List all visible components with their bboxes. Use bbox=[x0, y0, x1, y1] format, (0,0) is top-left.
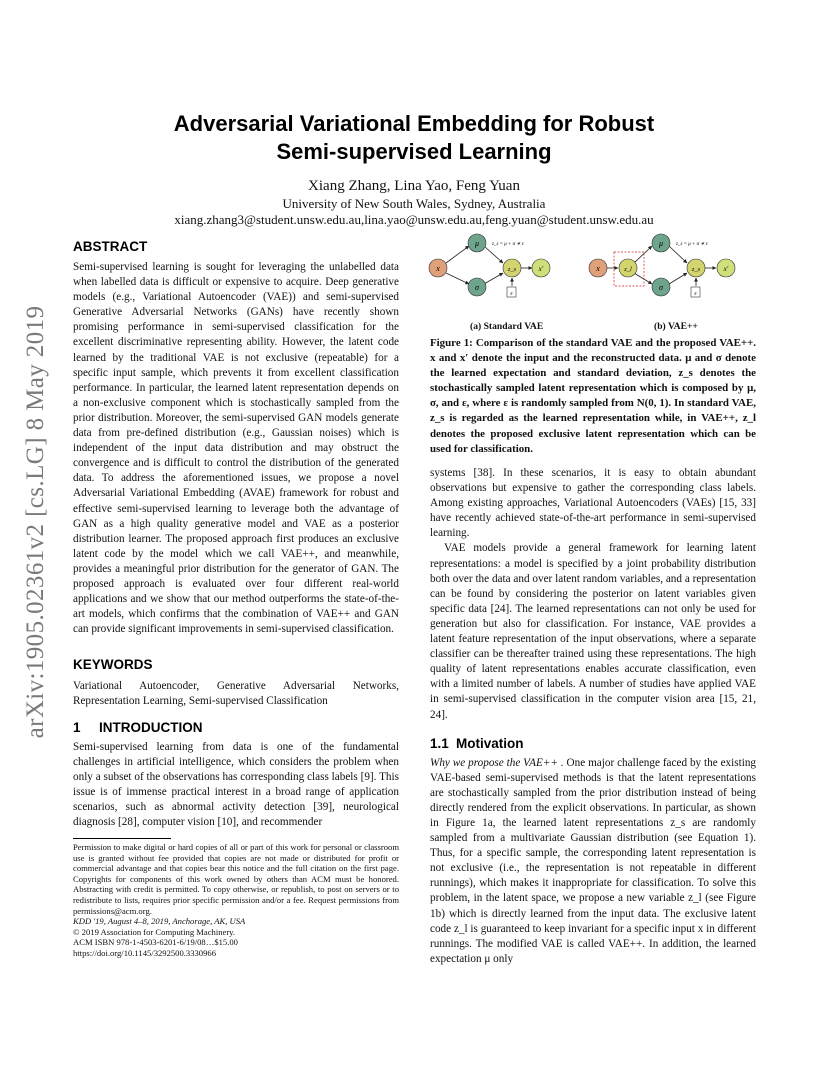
diagram-standard-vae bbox=[429, 234, 550, 297]
figure-1-caption: Figure 1: Comparison of the standard VAE and the proposed VAE++. x and x′ denote the input and the reconstructed data. μ and σ denote the learned expectation and standard deviation, z_s denotes the stochastically sampled latent representation which is composed by μ, σ, and ε, where ε is randomly sampled from N(0, 1). In standard VAE, z_s is regarded as the learned representation while, in VAE++, z_l denotes the proposed exclusive latent representation which can be used for classification. bbox=[430, 337, 756, 455]
label-x-a: x bbox=[436, 264, 440, 273]
label-eps-a: ε bbox=[510, 291, 513, 297]
intro-heading bbox=[73, 720, 399, 735]
intro-title: INTRODUCTION bbox=[99, 720, 203, 735]
label-zl-b: z_l bbox=[624, 266, 632, 273]
label-sigma-a: σ bbox=[475, 283, 479, 292]
label-x-b: x bbox=[596, 264, 600, 273]
abstract-text: Semi-supervised learning is sought for leveraging the unlabelled data when labelled data is difficult or expensive to acquire. Deep generative models (e.g., Variational Autoencoder (VAE)) and semi-supervised Generative Adversarial Networks (GANs) have recently shown promising performance in semi-supervised classification for the excellent discriminative representing ability. However, the latent code learned by the traditional VAE is not exclusive (repeatable) for a specific input sample, which prevents it from excellent classification performance. In particular, the learned latent representation depends on a non-exclusive component which is stochastically sampled from the prior distribution. Moreover, the semi-supervised GAN models generate data from pre-defined distribution (e.g., Gaussian noises) which is independent of the input data distribution and may obstruct the convergence and is difficult to control the distribution of the generated data. To address the aforementioned issues, we propose a novel Adversarial Variational Embedding (AVAE) framework for robust and effective semi-supervised learning to leverage both the advantage of GAN as a high quality generative model and VAE as a posterior distribution learner. The proposed approach first produces an exclusive latent code by the model which we call VAE++, and meanwhile, provides a meaningful prior distribution for the generator of GAN. The proposed approach is evaluated over four different real-world applications and we show that our method outperforms the state-of-the-art models, which confirms that the combination of VAE++ and GAN can provide significant improvements in semi-supervised classification. bbox=[73, 261, 399, 636]
diagram-vae-plus-plus bbox=[589, 234, 735, 297]
intro-continued-paragraph: systems [38]. In these scenarios, it is easy to obtain abundant observations but expensive to gather the corresponding class labels. Among existing approaches, Variational Autoencoders (VAEs) [15, 33] have recently achieved state-of-the-art performance in semi-supervised learning. bbox=[430, 467, 756, 540]
label-mu-b: μ bbox=[658, 239, 664, 248]
introduction-section bbox=[73, 720, 399, 831]
copyright-line: © 2019 Association for Computing Machinery. bbox=[73, 926, 236, 937]
keywords-heading: KEYWORDS bbox=[73, 657, 153, 672]
equation-a: z_s = μ + σ ∗ ε bbox=[492, 242, 524, 247]
intro-number: 1 bbox=[73, 720, 81, 735]
label-xprime-a: x′ bbox=[538, 265, 544, 273]
equation-b: z_s = μ + σ ∗ ε bbox=[676, 242, 708, 247]
affiliation: University of New South Wales, Sydney, Australia bbox=[282, 196, 546, 211]
label-sigma-b: σ bbox=[659, 283, 663, 292]
footnote-rule bbox=[73, 838, 171, 839]
label-eps-b: ε bbox=[694, 291, 697, 297]
isbn-line: ACM ISBN 978-1-4503-6201-6/19/08…$15.00 bbox=[73, 937, 238, 948]
intro-text: Semi-supervised learning from data is one of the fundamental challenges in artificial intelligence, which considers the problem when only a subset of the observations has corresponding class labels [9]. This issue is of immense practical interest in a broad range of application scenarios, such as abnormal activity detection [39], neurological diagnosis [28], computer vision [10], and recommender bbox=[73, 741, 399, 829]
copyright-footnote bbox=[73, 842, 399, 959]
subcaption-b: (b) VAE++ bbox=[654, 321, 698, 332]
permission-text: Permission to make digital or hard copies of all or part of this work for personal or classroom use is granted without fee provided that copies are not made or distributed for profit or commercial advantage and that copies bear this notice and the full citation on the first page. Copyrights for components of this work owned by others than ACM must be honored. Abstracting with credit is permitted. To copy otherwise, or republish, to post on servers or to redistribute to lists, requires prior specific permission and/or a fee. Request permissions from permissions@acm.org. bbox=[73, 842, 399, 916]
arxiv-stamp-text: arXiv:1905.02361v2 [cs.LG] 8 May 2019 bbox=[22, 305, 49, 739]
paper-title bbox=[130, 110, 698, 166]
author-emails: xiang.zhang3@student.unsw.edu.au,lina.yao@unsw.edu.au,feng.yuan@student.unsw.edu.au bbox=[174, 212, 654, 227]
abstract-section bbox=[73, 239, 399, 637]
vae-paragraph: VAE models provide a general framework for learning latent representations: a model is specified by a joint probability distribution both over the data and over latent random variables, and a representation can be found by considering the posterior on latent variables given specific data [24]. The learned representations can not only be used for generation but also for classification. For instance, VAE provides a latent feature representation of the input observations, where a separate classifier can be thereafter trained using these representations. The high quality of latent representations enables accurate classification, even with a limited number of labels. A number of studies have applied VAE in semi-supervised classification in the computer vision area [15, 21, 24]. bbox=[430, 542, 756, 721]
subcaption-a: (a) Standard VAE bbox=[470, 321, 544, 332]
doi-line: https://doi.org/10.1145/3292500.3330966 bbox=[73, 947, 216, 958]
keywords-text: Variational Autoencoder, Generative Adversarial Networks, Representation Learning, Semi-supervised Classification bbox=[73, 680, 399, 708]
authors: Xiang Zhang, Lina Yao, Feng Yuan bbox=[308, 178, 520, 194]
motivation-heading bbox=[430, 736, 756, 751]
label-zs-b: z_s bbox=[691, 266, 701, 273]
abstract-heading: ABSTRACT bbox=[73, 239, 148, 254]
label-zs-a: z_s bbox=[507, 266, 517, 273]
title-line-2: Semi-supervised Learning bbox=[276, 139, 552, 164]
motivation-text: One major challenge faced by the existing VAE-based semi-supervised methods is that the latent representations are stochastically sampled from the prior distribution instead of being directly rendered from the explicit observations. In particular, as shown in Figure 1a, the learned latent representations z_s are randomly sampled from a multivariate Gaussian distribution (see Equation 1). Thus, for a specific sample, the corresponding latent representation is not exclusive (i.e., the representation is not repeatable in different runnings), which makes it inappropriate for classification. To solve this problem, in the latent space, we propose a new variable z_l (see Figure 1b) which is directly learned from the input data. The exclusive latent code z_l is guaranteed to keep invariant for a specific input x in different runnings. The modified VAE is called VAE++. In addition, the learned expectation μ only bbox=[430, 756, 757, 965]
figure-1-diagram bbox=[426, 232, 756, 330]
motivation-paragraph bbox=[430, 756, 756, 967]
motivation-lead: Why we propose the VAE++ . bbox=[430, 756, 564, 769]
label-mu-a: μ bbox=[474, 239, 480, 248]
motivation-number: 1.1 bbox=[430, 735, 449, 751]
title-line-1: Adversarial Variational Embedding for Robust bbox=[173, 111, 655, 136]
conference-line: KDD '19, August 4–8, 2019, Anchorage, AK, USA bbox=[73, 916, 246, 927]
right-column-body bbox=[430, 466, 756, 967]
keywords-section bbox=[73, 657, 399, 709]
arxiv-stamp bbox=[14, 285, 58, 760]
motivation-title: Motivation bbox=[456, 735, 524, 751]
label-xprime-b: x′ bbox=[723, 265, 729, 273]
